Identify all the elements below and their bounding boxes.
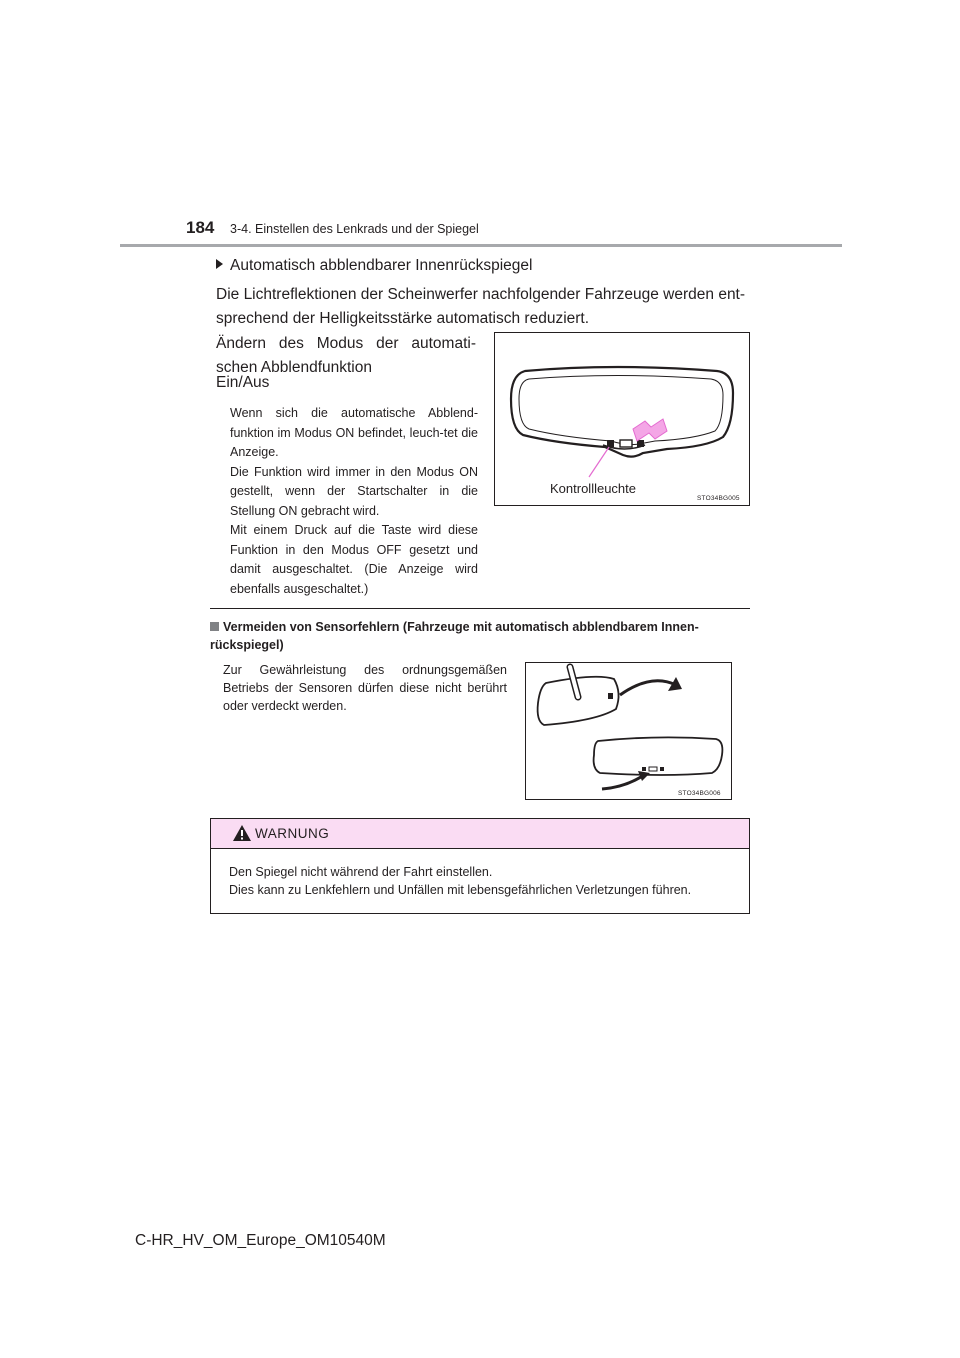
warning-text bbox=[229, 863, 691, 899]
indicator-label: Kontrollleuchte bbox=[550, 481, 636, 496]
description bbox=[230, 404, 478, 599]
page-number: 184 bbox=[186, 218, 215, 237]
description-para: Die Funktion wird immer in den Modus ON gestellt, wenn der Startschalter in die Stellung ON gebracht wird. bbox=[230, 464, 478, 518]
note-title bbox=[210, 618, 750, 654]
section-heading bbox=[216, 257, 532, 275]
section-rule bbox=[210, 608, 750, 609]
warning-line: Dies kann zu Lenkfehlern und Unfällen mit lebensgefährlichen Verletzungen führen. bbox=[229, 883, 692, 897]
note-body: Zur Gewährleistung des ordnungsgemäßen Betriebs der Sensoren dürfen diese nicht berührt oder verdeckt werden. bbox=[223, 663, 507, 713]
lead-line: schen Abblendfunktion bbox=[216, 359, 372, 376]
intro-line: sprechend der Helligkeitsstärke automatisch reduziert. bbox=[216, 310, 590, 327]
description-para: Wenn sich die automatische Abblend-funktion im Modus ON befindet, leuch-tet die Anzeige. bbox=[230, 406, 478, 459]
lead-text bbox=[216, 332, 476, 380]
figure-mirror-indicator bbox=[494, 332, 750, 506]
note-title-text: Vermeiden von Sensorfehlern (Fahrzeuge mit automatisch abblendbarem Innen-rückspiegel) bbox=[210, 620, 699, 652]
on-off-label: Ein/Aus bbox=[216, 374, 270, 391]
section-heading-text: Automatisch abblendbarer Innenrückspiegel bbox=[230, 257, 533, 274]
intro-paragraph bbox=[216, 283, 756, 331]
chapter-title: 3-4. Einstellen des Lenkrads und der Spiegel bbox=[230, 222, 479, 236]
warning-box bbox=[210, 818, 750, 914]
figure-code: STO34BG006 bbox=[678, 790, 721, 797]
document-id: C-HR_HV_OM_Europe_OM10540M bbox=[135, 1232, 386, 1249]
figure-sensors bbox=[525, 662, 732, 800]
lead-line: Ändern des Modus der automati- bbox=[216, 335, 476, 352]
square-bullet-icon bbox=[210, 622, 219, 631]
description-para: Mit einem Druck auf die Taste wird diese Funktion in den Modus OFF gesetzt und damit ausgeschaltet. (Die Anzeige wird ebenfalls ausgeschaltet.) bbox=[230, 523, 478, 596]
sensor-illustration bbox=[526, 663, 731, 799]
warning-line: Den Spiegel nicht während der Fahrt einstellen. bbox=[229, 865, 493, 879]
warning-triangle-icon bbox=[232, 824, 252, 842]
warning-title: WARNUNG bbox=[255, 826, 330, 841]
header-rule bbox=[120, 244, 842, 247]
mirror-illustration bbox=[495, 333, 749, 505]
triangle-bullet-icon bbox=[216, 259, 223, 269]
figure-code: STO34BG005 bbox=[697, 495, 740, 502]
warning-header bbox=[211, 819, 749, 849]
intro-line: Die Lichtreflektionen der Scheinwerfer nachfolgender Fahrzeuge werden ent- bbox=[216, 286, 746, 303]
